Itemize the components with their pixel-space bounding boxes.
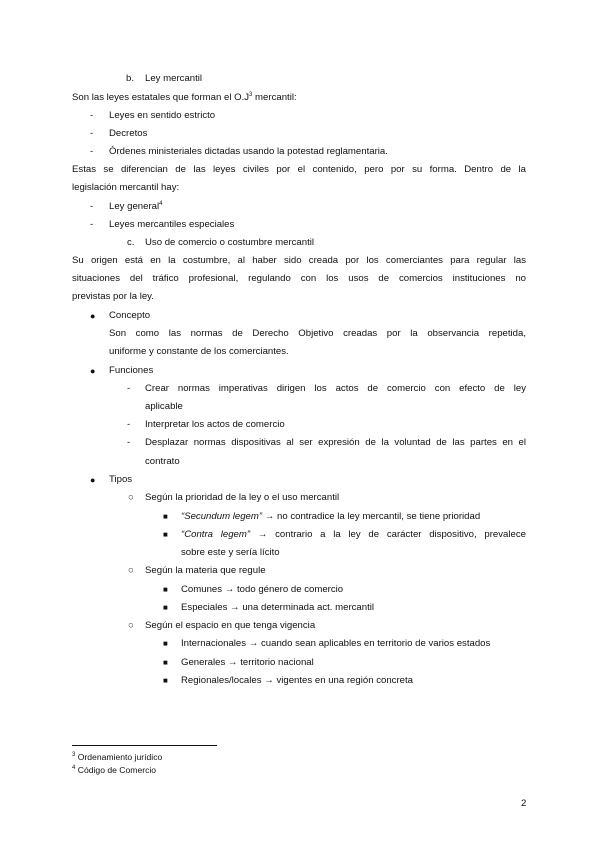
list-item-continuation: aplicable	[145, 401, 183, 412]
list-item: “Secundum legem” → no contradice la ley mercantil, se tiene prioridad	[181, 511, 481, 522]
list-item: Interpretar los actos de comercio	[145, 419, 285, 430]
bullet-label: Tipos	[109, 474, 133, 485]
dash-marker: -	[127, 437, 131, 448]
square-marker: ■	[163, 639, 168, 648]
list-item: Decretos	[109, 128, 148, 139]
list-item-continuation: sobre este y sería lícito	[181, 547, 280, 558]
bullet-marker: ●	[90, 475, 96, 485]
paragraph: Son las leyes estatales que forman el $O.J^3$ mercantil:	[72, 91, 297, 103]
paragraph-line: situaciones del tráfico profesional, regulando con los usos de comercios instituciones no	[72, 273, 526, 284]
bullet-marker: ●	[90, 311, 96, 321]
section-marker: c.	[127, 237, 135, 248]
bullet-label: Funciones	[109, 365, 154, 376]
footnote: $^4$ Código de Comercio	[72, 765, 157, 775]
paragraph-line: legislación mercantil hay:	[72, 182, 180, 193]
list-item-continuation: contrato	[145, 456, 180, 467]
list-item: Especiales → una determinada act. mercantil	[181, 602, 375, 613]
circle-marker: ○	[128, 620, 134, 631]
square-marker: ■	[163, 676, 168, 685]
list-item: Ley general$^4$	[109, 200, 163, 212]
paragraph-line: Son como las normas de Derecho Objetivo creadas por la observancia repetida,	[109, 328, 526, 339]
square-marker: ■	[163, 603, 168, 612]
list-item: Leyes mercantiles especiales	[109, 219, 235, 230]
page-number: 2	[521, 798, 527, 809]
dash-marker: -	[90, 146, 94, 157]
circle-marker: ○	[128, 492, 134, 503]
list-item: Generales → territorio nacional	[181, 657, 314, 668]
list-item: Leyes en sentido estricto	[109, 110, 216, 121]
footnote: $^3$ Ordenamiento jurídico	[72, 752, 163, 762]
bullet-marker: ●	[90, 366, 96, 376]
sublist-title: Según el espacio en que tenga vigencia	[145, 620, 316, 631]
square-marker: ■	[163, 658, 168, 667]
dash-marker: -	[127, 383, 131, 394]
circle-marker: ○	[128, 565, 134, 576]
dash-marker: -	[90, 110, 94, 121]
bullet-label: Concepto	[109, 310, 151, 321]
square-marker: ■	[163, 530, 168, 539]
list-item: Regionales/locales → vigentes en una región concreta	[181, 675, 413, 686]
section-title: Uso de comercio o costumbre mercantil	[145, 237, 315, 248]
list-item: Comunes → todo género de comercio	[181, 584, 344, 595]
footnote-divider	[72, 745, 217, 746]
square-marker: ■	[163, 585, 168, 594]
list-item: Órdenes ministeriales dictadas usando la potestad reglamentaria.	[109, 146, 388, 157]
sublist-title: Según la prioridad de la ley o el uso mercantil	[145, 492, 340, 503]
paragraph-line: Su origen está en la costumbre, al haber sido creada por los comerciantes para regular las	[72, 255, 526, 266]
square-marker: ■	[163, 512, 168, 521]
list-item: Internacionales → cuando sean aplicables en territorio de varios estados	[181, 638, 491, 649]
dash-marker: -	[90, 128, 94, 139]
list-item: Desplazar normas dispositivas al ser expresión de la voluntad de las partes en el	[145, 437, 526, 448]
dash-marker: -	[90, 219, 94, 230]
dash-marker: -	[90, 201, 94, 212]
list-item: “Contra legem” → contrario a la ley de carácter dispositivo, prevalece	[181, 529, 526, 540]
sublist-title: Según la materia que regule	[145, 565, 266, 576]
section-title: Ley mercantil	[145, 73, 203, 84]
dash-marker: -	[127, 419, 131, 430]
paragraph-line: uniforme y constante de los comerciantes.	[109, 346, 289, 357]
section-marker: b.	[126, 73, 135, 84]
paragraph-line: previstas por la ley.	[72, 291, 154, 302]
paragraph-line: Estas se diferencian de las leyes civiles por el contenido, pero por su forma. Dentro de la	[72, 164, 526, 175]
list-item: Crear normas imperativas dirigen los actos de comercio con efecto de ley	[145, 383, 526, 394]
